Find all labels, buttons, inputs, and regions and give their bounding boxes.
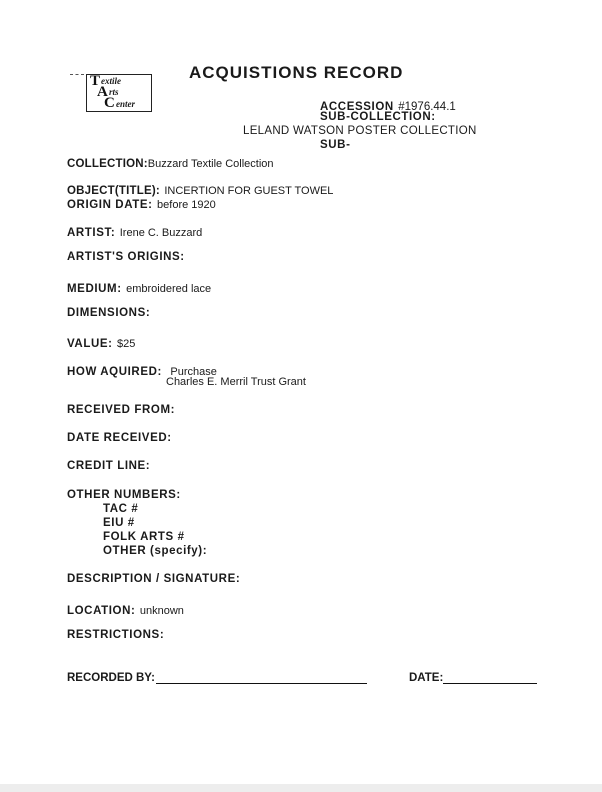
recorded-by-line: [156, 683, 367, 684]
other-numbers-label: OTHER NUMBERS:: [67, 489, 181, 501]
description-label: DESCRIPTION / SIGNATURE:: [67, 573, 241, 585]
how-acquired-label: HOW AQUIRED:: [67, 366, 162, 378]
medium-row: [67, 279, 211, 297]
sub-label: SUB-: [320, 139, 351, 151]
location-value: unknown: [139, 605, 184, 617]
date-label: DATE:: [409, 672, 444, 684]
artist-label: ARTIST:: [67, 227, 116, 239]
value-label: VALUE:: [67, 338, 113, 350]
value-value: $25: [117, 338, 136, 350]
other-number-tac: TAC #: [103, 503, 139, 515]
recorded-by-label: RECORDED BY:: [67, 672, 155, 684]
artist-value: Irene C. Buzzard: [119, 227, 203, 239]
other-number-folk-arts: FOLK ARTS #: [103, 531, 185, 543]
origin-date-value: before 1920: [157, 199, 216, 211]
object-label: OBJECT(TITLE):: [67, 185, 160, 197]
credit-line-label: CREDIT LINE:: [67, 460, 151, 472]
logo-line-1: extile: [101, 76, 121, 86]
dimensions-label: DIMENSIONS:: [67, 307, 151, 319]
how-acquired-value-2: Charles E. Merril Trust Grant: [166, 376, 306, 388]
page-title: ACQUISTIONS RECORD: [189, 63, 404, 82]
collection-value: Buzzard Textile Collection: [147, 158, 274, 170]
how-acquired-value-1: Purchase: [170, 366, 217, 378]
origin-date-label: ORIGIN DATE:: [67, 199, 153, 211]
accession-label: ACCESSION: [320, 101, 394, 113]
logo-letter-c: C: [104, 95, 115, 111]
logo-letter-t: T: [90, 73, 101, 89]
location-row: [67, 601, 184, 619]
textile-arts-center-logo: [86, 74, 152, 112]
logo-letter-a: A: [97, 84, 108, 100]
restrictions-label: RESTRICTIONS:: [67, 629, 165, 641]
date-line: [443, 683, 537, 684]
origin-date-row: [67, 195, 216, 213]
date-received-label: DATE RECEIVED:: [67, 432, 172, 444]
object-value: INCERTION FOR GUEST TOWEL: [164, 185, 334, 197]
subcollection-label: SUB-COLLECTION:: [320, 111, 436, 123]
value-row: [67, 334, 135, 352]
artists-origins-label: ARTIST'S ORIGINS:: [67, 251, 185, 263]
scan-edge-shade: [0, 784, 602, 792]
collection-label: COLLECTION:: [67, 158, 148, 170]
subcollection-value: LELAND WATSON POSTER COLLECTION: [243, 125, 477, 137]
accession-value: #1976.44.1: [398, 101, 456, 113]
logo-line-2: rts: [109, 87, 119, 97]
decorative-dash: [70, 74, 84, 75]
received-from-label: RECEIVED FROM:: [67, 404, 176, 416]
collection-row: [67, 154, 274, 172]
artist-row: [67, 223, 202, 241]
location-label: LOCATION:: [67, 605, 136, 617]
other-number-other: OTHER (specify):: [103, 545, 208, 557]
medium-value: embroidered lace: [126, 283, 212, 295]
logo-line-3: enter: [116, 99, 135, 109]
medium-label: MEDIUM:: [67, 283, 122, 295]
other-number-eiu: EIU #: [103, 517, 135, 529]
